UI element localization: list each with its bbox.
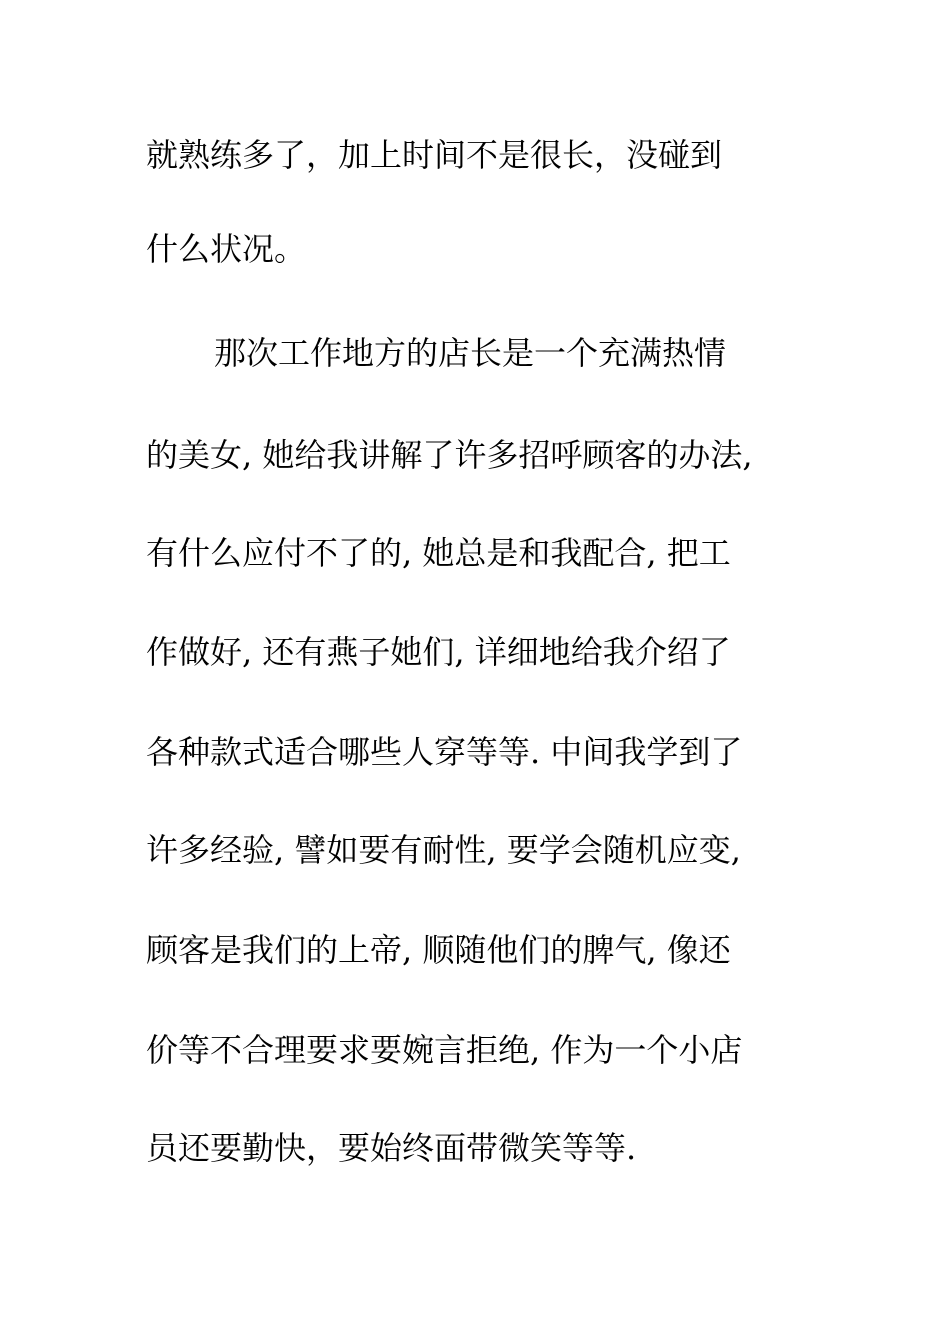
text-line-5: 有什么应付不了的, 她总是和我配合, 把工: [146, 534, 731, 572]
text-line-2: 什么状况。: [146, 230, 307, 268]
paragraph-start-line: 那次工作地方的店长是一个充满热情: [214, 334, 727, 372]
text-line-10: 价等不合理要求要婉言拒绝, 作为一个小店: [146, 1031, 743, 1069]
text-line-9: 顾客是我们的上帝, 顺随他们的脾气, 像还: [146, 931, 731, 969]
text-line-8: 许多经验, 譬如要有耐性, 要学会随机应变,: [146, 831, 741, 869]
text-line-4: 的美女, 她给我讲解了许多招呼顾客的办法,: [146, 436, 753, 474]
text-line-1: 就熟练多了，加上时间不是很长，没碰到: [146, 136, 723, 174]
text-line-11: 员还要勤快，要始终面带微笑等等.: [146, 1129, 637, 1167]
text-line-6: 作做好, 还有燕子她们, 详细地给我介绍了: [146, 633, 731, 671]
text-line-7: 各种款式适合哪些人穿等等. 中间我学到了: [146, 733, 743, 771]
